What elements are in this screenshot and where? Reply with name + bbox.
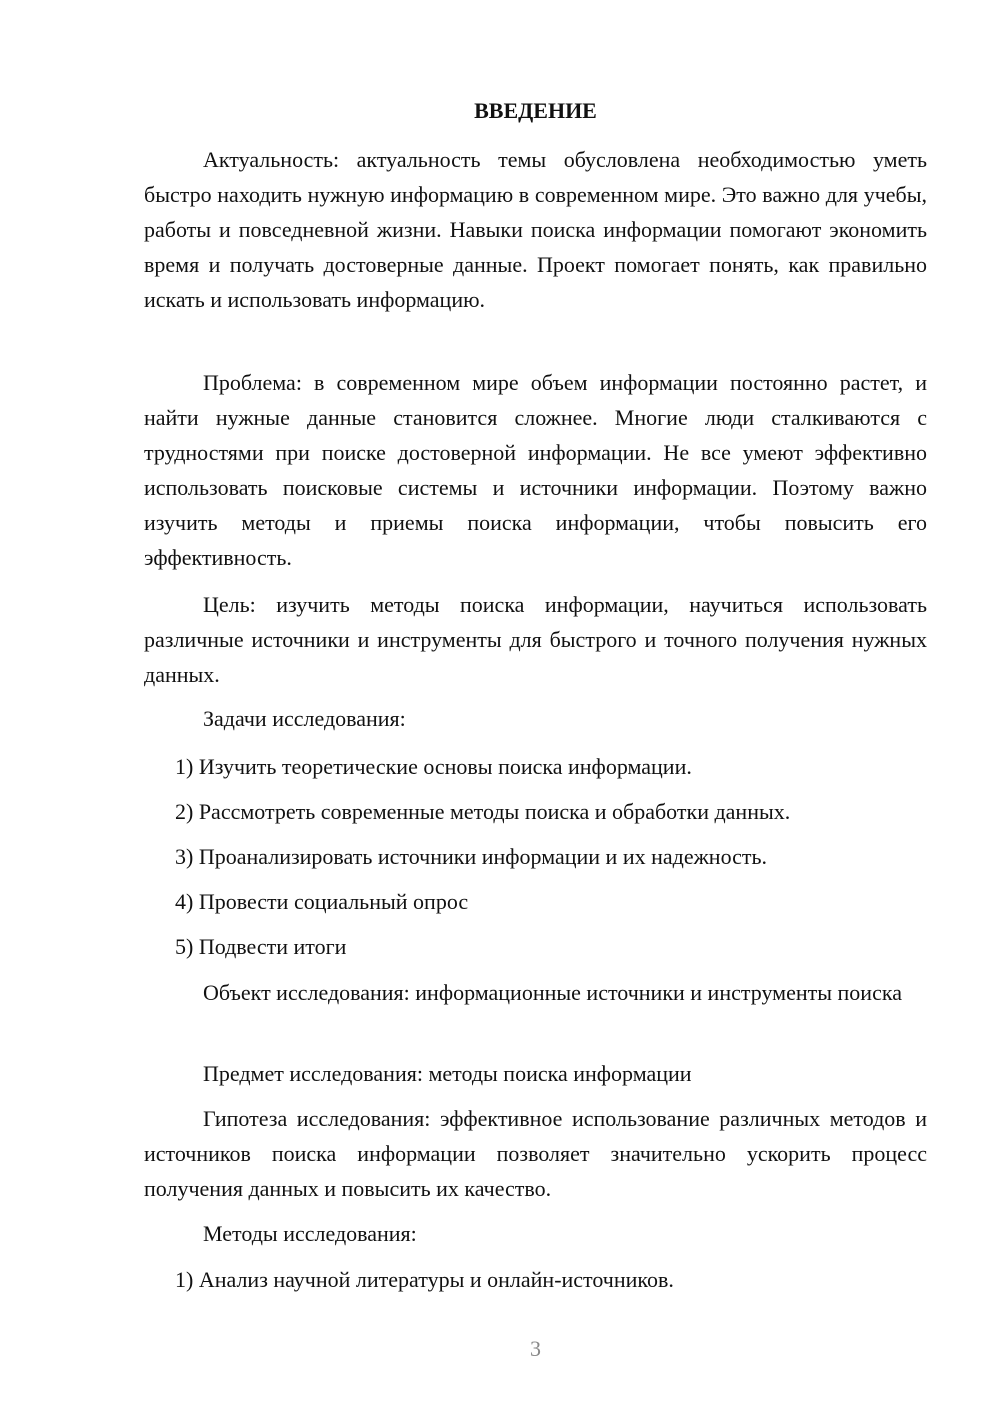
task-item: 5) Подвести итоги [175, 934, 347, 959]
task-item: 2) Рассмотреть современные методы поиска и обработки данных. [175, 799, 791, 824]
task-item-1-block [144, 749, 927, 784]
tasks-title: Задачи исследования: [203, 706, 406, 731]
task-item: 4) Провести социальный опрос [175, 889, 469, 914]
hypothesis-block [144, 1101, 927, 1206]
hypothesis-paragraph: Гипотеза исследования: эффективное использование различных методов и источников поиска информации позволяет значительно ускорить процесс получения данных и повысить их качество. [144, 1106, 927, 1201]
methods-title-block [144, 1216, 927, 1251]
method-item: 1) Анализ научной литературы и онлайн-источников. [175, 1267, 674, 1292]
task-item-5-block [144, 929, 927, 964]
methods-title: Методы исследования: [203, 1221, 417, 1246]
task-item-2-block [144, 794, 927, 829]
goal-paragraph: Цель: изучить методы поиска информации, научиться использовать различные источники и инструменты для быстрого и точного получения нужных данных. [144, 592, 927, 687]
task-item: 3) Проанализировать источники информации и их надежность. [175, 844, 768, 869]
object-paragraph: Объект исследования: информационные источники и инструменты поиска [203, 980, 902, 1005]
page-heading: ВВЕДЕНИЕ [474, 98, 597, 123]
object-block [144, 975, 927, 1010]
task-item-3-block [144, 839, 927, 874]
method-item-1-block [144, 1262, 927, 1297]
subject-block [144, 1056, 927, 1091]
task-item-4-block [144, 884, 927, 919]
page-number: 3 [530, 1336, 541, 1361]
relevance-block [144, 142, 927, 317]
problem-paragraph: Проблема: в современном мире объем информации постоянно растет, и найти нужные данные становится сложнее. Многие люди сталкиваются с трудностями при поиске достоверной информации. Не все умеют эффективно использовать поисковые системы и источники информации. Поэтому важно изучить методы и приемы поиска информации, чтобы повысить его эффективность. [144, 370, 927, 570]
goal-block [144, 587, 927, 692]
problem-block [144, 365, 927, 575]
subject-paragraph: Предмет исследования: методы поиска информации [203, 1061, 692, 1086]
task-item: 1) Изучить теоретические основы поиска информации. [175, 754, 692, 779]
tasks-title-block [144, 701, 927, 736]
relevance-paragraph: Актуальность: актуальность темы обусловлена необходимостью уметь быстро находить нужную информацию в современном мире. Это важно для учебы, работы и повседневной жизни. Навыки поиска информации помогают экономить время и получать достоверные данные. Проект помогает понять, как правильно искать и использовать информацию. [144, 147, 927, 312]
